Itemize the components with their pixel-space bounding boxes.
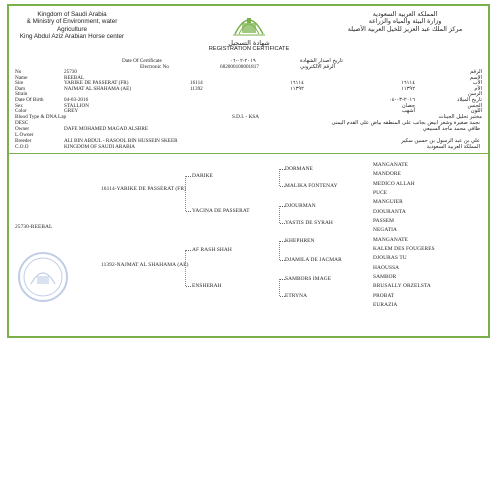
pedigree-gen3: DARIKE bbox=[192, 173, 213, 179]
pedigree-gen5: PROBAT bbox=[373, 292, 395, 299]
detail-label-arabic: اللون bbox=[470, 108, 482, 115]
detail-value: NAJMAT AL SHAHAMA (AE) bbox=[64, 85, 132, 92]
pedigree-connector bbox=[186, 250, 191, 251]
header-left-line: Agriculture bbox=[56, 25, 88, 33]
date-value: ٢٠١٩-٠٢-٠٦ bbox=[230, 58, 256, 64]
detail-value: 04-03-2016 bbox=[64, 96, 89, 103]
coo-value: KINGDOM OF SAUDI ARABIA bbox=[64, 144, 136, 150]
details-labels-arabic bbox=[420, 70, 482, 115]
pedigree-connector bbox=[186, 211, 191, 212]
pedigree-gen5: NEGATIA bbox=[373, 227, 398, 234]
blood-type-value: S.D.I. - KSA bbox=[232, 114, 259, 120]
detail-value: 25730 bbox=[64, 69, 77, 75]
pedigree-gen5: PUCE bbox=[373, 190, 388, 197]
detail-value-arabic: أشهب bbox=[401, 108, 415, 115]
pedigree-gen5: SAMBOR bbox=[373, 274, 397, 281]
detail-value: STALLION bbox=[64, 102, 89, 109]
detail-value: GREY bbox=[64, 108, 79, 115]
pedigree-connector bbox=[185, 176, 186, 211]
pedigree-gen5: PASSEM bbox=[373, 218, 395, 225]
blood-type-arabic: مختبر تحليل الجينات bbox=[438, 114, 482, 120]
pedigree-connector bbox=[279, 169, 280, 186]
pedigree-connector bbox=[279, 206, 280, 223]
coo-label: C.O.O bbox=[15, 144, 29, 150]
detail-label: Dam bbox=[15, 85, 26, 92]
pedigree-gen4: YASTIS DE SYRAH bbox=[285, 220, 333, 226]
pedigree-connector bbox=[279, 279, 280, 296]
blood-type-label: Blood Type & DNA Lap bbox=[15, 114, 67, 120]
pedigree-gen4: KHEPHREN bbox=[285, 238, 315, 244]
detail-value-arabic: حصان bbox=[401, 102, 415, 109]
detail-label: Sex bbox=[15, 102, 23, 109]
electronic-value: 682000100001817 bbox=[220, 64, 259, 70]
header-left-line: Kingdom of Saudi Arabia bbox=[37, 11, 107, 18]
pedigree-gen4: DORMANE bbox=[285, 166, 313, 172]
header-left-line: King Abdul Aziz Arabian Horse center bbox=[19, 33, 125, 41]
pedigree-connector bbox=[186, 176, 191, 177]
pedigree-gen5: EURAZIA bbox=[373, 302, 398, 309]
detail-value: REEBAL bbox=[64, 74, 85, 81]
desc-label: DESC bbox=[15, 120, 29, 126]
date-label-arabic: تاريخ اصدار الشهادة bbox=[300, 58, 343, 64]
breeder-label: Breeder bbox=[15, 138, 32, 144]
header-left bbox=[12, 11, 132, 41]
pedigree-gen4: SAMBORS IMAGE bbox=[285, 276, 332, 282]
lowner-label: L.Owner bbox=[15, 132, 34, 138]
detail-label-arabic: الجنس bbox=[467, 102, 482, 109]
detail-label-arabic: الأم bbox=[474, 85, 482, 92]
pedigree-gen5: MANGUIER bbox=[373, 199, 403, 206]
details-labels bbox=[15, 70, 44, 115]
header-left-line: & Ministry of Environment, water bbox=[26, 18, 118, 26]
details-values-arabic bbox=[355, 70, 415, 115]
dam-number: 11392 bbox=[190, 85, 203, 92]
pedigree-gen5: MEDICO ALLAH bbox=[373, 180, 415, 187]
pedigree-gen5: DJOURANTA bbox=[373, 208, 406, 215]
section-divider bbox=[8, 153, 489, 154]
pedigree-dam: 11392-NAJMAT AL SHAHAMA (AE) bbox=[101, 262, 189, 268]
detail-label: Date Of Birth bbox=[15, 96, 44, 103]
pedigree-gen5: HAOUSSA bbox=[373, 264, 400, 271]
breeder-value: ALI BIN ABDUL - RASOOL BIN HUSSEIN SKEER bbox=[64, 138, 178, 144]
official-stamp-icon bbox=[18, 252, 68, 302]
pedigree-gen5: DJOURAS TU bbox=[373, 255, 407, 262]
electronic-label: Electronic No bbox=[140, 64, 169, 70]
owner-value: DAFE MOHAMED MAGAD ALSBRE bbox=[64, 126, 149, 132]
detail-value: YARIKE DE PASSERAT (FR) bbox=[64, 80, 129, 87]
sire-number: 16114 bbox=[190, 80, 203, 86]
header-right-line: مركز الملك عبد العزيز للخيل العربية الأصيلة bbox=[347, 25, 463, 33]
detail-value-arabic: ١٦١١٤ bbox=[401, 80, 415, 87]
detail-label: No bbox=[15, 69, 22, 75]
header-right-line: وزارة البيئة والمياه والزراعة bbox=[368, 18, 442, 26]
coo-arabic: المملكة العربية السعودية bbox=[426, 144, 480, 150]
detail-label: Strain bbox=[15, 91, 28, 98]
detail-label: Color bbox=[15, 108, 27, 115]
date-label: Date Of Certificate bbox=[122, 58, 162, 64]
detail-label-arabic: الأب bbox=[472, 80, 482, 87]
details-extra bbox=[190, 81, 203, 92]
pedigree-connector bbox=[279, 241, 280, 260]
detail-label-arabic: تاريخ الميلاد bbox=[457, 96, 482, 103]
pedigree-gen3: AF RASH SHAH bbox=[192, 247, 232, 253]
pedigree-gen5: MANGANATE bbox=[373, 236, 409, 243]
breeder-arabic: علي بن عبد الرسول بن حسين سكير bbox=[401, 138, 480, 144]
pedigree-connector bbox=[185, 250, 186, 286]
pedigree-gen3: YACINA DE PASSERAT bbox=[192, 208, 250, 214]
detail-label: Name bbox=[15, 74, 28, 81]
detail-label: Sire bbox=[15, 80, 24, 87]
pedigree-gen5: KALEM DES FOUGERES bbox=[373, 246, 435, 253]
pedigree-gen4: DJAMILA DE JACMAR bbox=[285, 257, 342, 263]
owner-label: Owner bbox=[15, 126, 30, 132]
pedigree-gen5: MANDORE bbox=[373, 171, 401, 178]
pedigree-gen5-column bbox=[373, 161, 435, 311]
detail-value-arabic: ٢٠١٦-٠٣-٠٤ bbox=[388, 96, 415, 103]
header-right bbox=[325, 11, 485, 33]
pedigree-sire: 16114-YARIKE DE PASSERAT (FR) bbox=[101, 186, 186, 192]
electronic-label-arabic: الرقم الالكتروني bbox=[300, 64, 336, 70]
details-values bbox=[64, 70, 131, 115]
horse-center-logo-icon bbox=[231, 10, 267, 38]
detail-label-arabic: الاسم bbox=[469, 74, 482, 81]
desc-arabic: نجمة صغيرة وشعر ابيض بجانب على المنطقه بياض على القدم اليمنى bbox=[331, 120, 480, 126]
pedigree-gen4: ETRYNA bbox=[285, 293, 308, 299]
pedigree-gen4: DJOURMAN bbox=[285, 203, 316, 209]
sire-number-arabic: ١٦١١٤ bbox=[290, 80, 304, 86]
pedigree-gen5: MANGANATE bbox=[373, 162, 409, 168]
title-arabic: شهادة التسجيل bbox=[228, 39, 270, 47]
detail-value-arabic: ١١٣٩٢ bbox=[401, 85, 415, 92]
details-extra-arabic bbox=[290, 81, 304, 92]
pedigree-gen4: MALIKA FONTENAY bbox=[285, 183, 338, 189]
dam-number-arabic: ١١٣٩٢ bbox=[290, 85, 304, 92]
pedigree-gen5: BRUSALLY ORZELSTA bbox=[373, 283, 431, 290]
header-right-line: المملكة العربية السعودية bbox=[372, 11, 438, 18]
pedigree-connector bbox=[186, 286, 191, 287]
title-english: REGISTRATION CERTIFICATE bbox=[208, 46, 290, 52]
pedigree-horse: 25730-REEBAL bbox=[15, 224, 53, 230]
detail-label-arabic: الرسن bbox=[467, 91, 482, 98]
owner-arabic: ظافي محمد ماجد السبيعي bbox=[422, 126, 480, 132]
pedigree-gen3: ENSHERAH bbox=[192, 283, 222, 289]
detail-label-arabic: الرقم bbox=[470, 69, 482, 75]
